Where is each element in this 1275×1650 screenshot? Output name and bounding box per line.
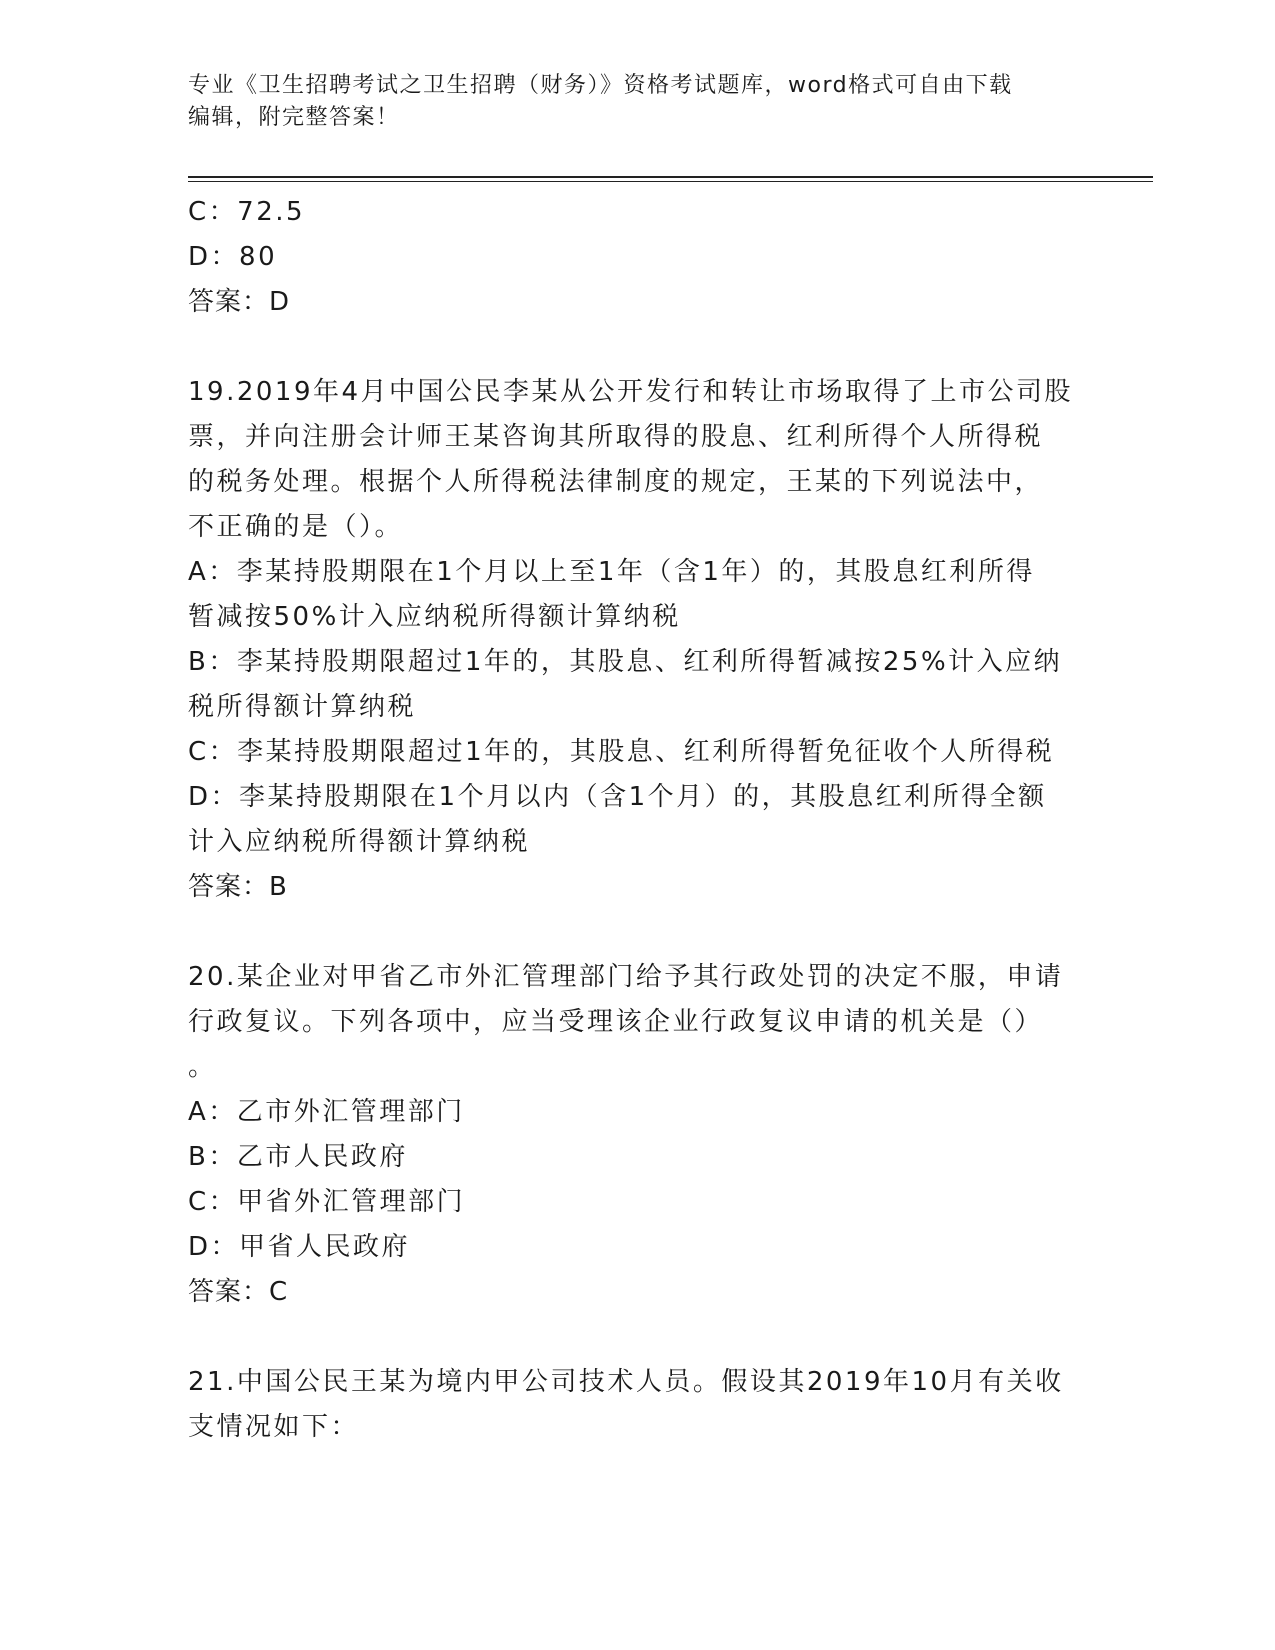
spacer bbox=[188, 1315, 1088, 1360]
header-rule-thick bbox=[188, 176, 1153, 178]
header-rule-thin bbox=[188, 181, 1153, 182]
question-stem-line: 不正确的是（）。 bbox=[188, 512, 404, 542]
option-line: D：80 bbox=[188, 242, 278, 272]
option-line: D：李某持股期限在1个月以内（含1个月）的，其股息红利所得全额 bbox=[188, 782, 1047, 812]
option-line: C：甲省外汇管理部门 bbox=[188, 1187, 466, 1217]
option-line: B：李某持股期限超过1年的，其股息、红利所得暂减按25%计入应纳 bbox=[188, 647, 1063, 677]
document-header bbox=[188, 70, 1068, 134]
question-stem-line: 行政复议。下列各项中，应当受理该企业行政复议申请的机关是（） bbox=[188, 1007, 1044, 1037]
header-line: 编辑，附完整答案！ bbox=[188, 105, 400, 130]
question-stem-line: 19.2019年4月中国公民李某从公开发行和转让市场取得了上市公司股 bbox=[188, 377, 1074, 407]
spacer bbox=[188, 910, 1088, 955]
option-line: B：乙市人民政府 bbox=[188, 1142, 408, 1172]
answer-line: 答案：D bbox=[188, 287, 291, 317]
question-stem-line: 票，并向注册会计师王某咨询其所取得的股息、红利所得个人所得税 bbox=[188, 422, 1044, 452]
option-line: A：乙市外汇管理部门 bbox=[188, 1097, 465, 1127]
answer-line: 答案：C bbox=[188, 1277, 289, 1307]
spacer bbox=[188, 325, 1088, 370]
question-stem-line: 21.中国公民王某为境内甲公司技术人员。假设其2019年10月有关收 bbox=[188, 1367, 1064, 1397]
option-line: 税所得额计算纳税 bbox=[188, 692, 417, 722]
header-line: 专业《卫生招聘考试之卫生招聘（财务）》资格考试题库，word格式可自由下载 bbox=[188, 73, 1013, 98]
question-stem-line: 20.某企业对甲省乙市外汇管理部门给予其行政处罚的决定不服，申请 bbox=[188, 962, 1064, 992]
question-stem-line: 的税务处理。根据个人所得税法律制度的规定，王某的下列说法中， bbox=[188, 467, 1044, 497]
option-line: D：甲省人民政府 bbox=[188, 1232, 411, 1262]
question-stem-line: 。 bbox=[188, 1052, 217, 1082]
question-stem-line: 支情况如下： bbox=[188, 1412, 360, 1442]
option-line: C：李某持股期限超过1年的，其股息、红利所得暂免征收个人所得税 bbox=[188, 737, 1055, 767]
answer-line: 答案：B bbox=[188, 872, 288, 902]
option-line: A：李某持股期限在1个月以上至1年（含1年）的，其股息红利所得 bbox=[188, 557, 1035, 587]
option-line: 暂减按50%计入应纳税所得额计算纳税 bbox=[188, 602, 681, 632]
document-body bbox=[188, 190, 1088, 1450]
option-line: C：72.5 bbox=[188, 197, 306, 227]
option-line: 计入应纳税所得额计算纳税 bbox=[188, 827, 531, 857]
